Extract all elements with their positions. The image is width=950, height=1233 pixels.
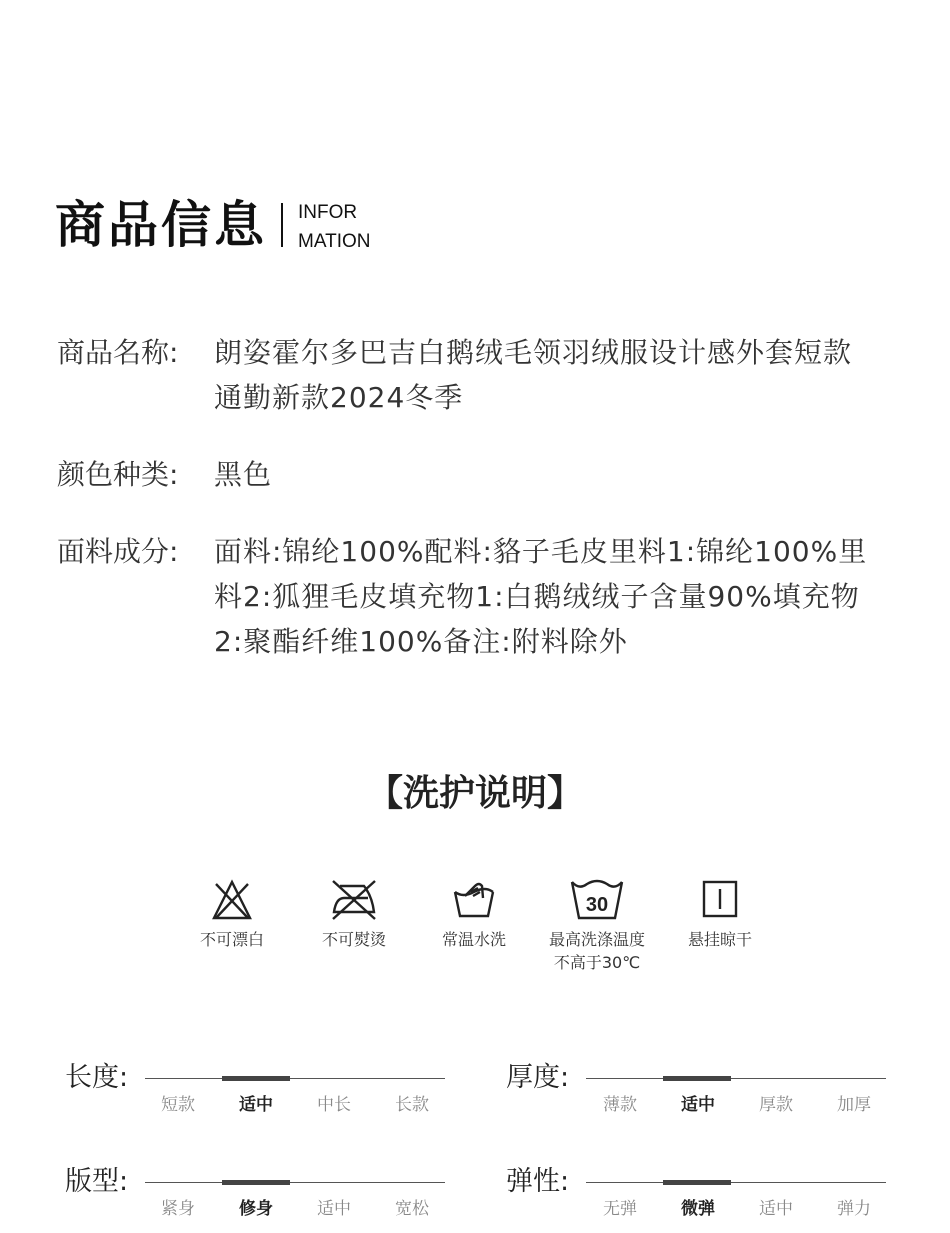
product-name-row — [57, 330, 887, 420]
no-bleach-icon — [210, 878, 254, 922]
scale-option: 长款 — [395, 1095, 429, 1115]
scale-marker-thickness — [663, 1076, 731, 1081]
fabric-row — [57, 529, 887, 664]
scale-option: 宽松 — [395, 1199, 429, 1219]
scale-track-fit — [145, 1182, 445, 1183]
scale-track-elasticity — [586, 1182, 886, 1183]
scale-option: 薄款 — [603, 1095, 637, 1115]
care-item-line-dry — [655, 878, 785, 951]
scale-track-thickness — [586, 1078, 886, 1079]
scale-option: 适中 — [759, 1199, 793, 1219]
scale-label-elasticity: 弹性: — [506, 1166, 570, 1197]
scale-option: 加厚 — [837, 1095, 871, 1115]
care-item-hand-wash — [409, 878, 539, 951]
scale-option: 紧身 — [161, 1199, 195, 1219]
fabric-label: 面料成分: — [57, 535, 179, 568]
scale-option-selected: 适中 — [239, 1095, 273, 1115]
line-dry-icon — [700, 878, 740, 922]
care-label: 悬挂晾干 — [687, 930, 752, 949]
care-label: 不可漂白 — [199, 930, 264, 949]
title-english — [298, 198, 370, 256]
scale-label-fit: 版型: — [65, 1166, 129, 1197]
scale-marker-fit — [222, 1180, 290, 1185]
scale-marker-elasticity — [663, 1180, 731, 1185]
scale-option: 适中 — [317, 1199, 351, 1219]
scale-option-selected: 修身 — [239, 1199, 273, 1219]
title-english-line2: MATION — [298, 231, 371, 252]
scale-option: 无弹 — [603, 1199, 637, 1219]
care-item-wash-30 — [532, 878, 662, 974]
fabric-value: 面料:锦纶100%配料:貉子毛皮里料1:锦纶100%里料2:狐狸毛皮填充物1:白鹅绒绒子含量90%填充物2:聚酯纤维100%备注:附料除外 — [214, 535, 868, 658]
wash-temperature-text: 30 — [585, 894, 609, 916]
scale-option: 弹力 — [837, 1199, 871, 1219]
scale-marker-length — [222, 1076, 290, 1081]
product-name-value: 朗姿霍尔多巴吉白鹅绒毛领羽绒服设计感外套短款通勤新款2024冬季 — [214, 336, 853, 414]
care-title: 【洗护说明】 — [366, 773, 583, 814]
color-value: 黑色 — [214, 458, 273, 491]
scale-options-elasticity — [582, 1197, 892, 1221]
scale-options-fit — [140, 1197, 450, 1221]
scale-label-thickness: 厚度: — [506, 1062, 570, 1093]
no-iron-icon — [330, 878, 378, 922]
scale-label-length: 长度: — [65, 1062, 129, 1093]
care-item-no-bleach — [167, 878, 297, 951]
care-label: 不可熨烫 — [321, 930, 386, 949]
product-name-label: 商品名称: — [57, 336, 179, 369]
scale-option-selected: 微弹 — [681, 1199, 715, 1219]
color-row — [57, 452, 887, 497]
care-label: 常温水洗 — [441, 930, 506, 949]
hand-wash-icon — [451, 878, 497, 922]
page-title: 商品信息 — [55, 196, 267, 254]
scale-options-length — [140, 1093, 450, 1117]
scale-option: 厚款 — [759, 1095, 793, 1115]
scale-option-selected: 适中 — [681, 1095, 715, 1115]
care-label: 最高洗涤温度 不高于30℃ — [548, 930, 645, 972]
wash-30-icon — [569, 878, 625, 922]
title-divider — [281, 203, 283, 247]
care-item-no-iron — [289, 878, 419, 951]
scale-option: 中长 — [317, 1095, 351, 1115]
color-label: 颜色种类: — [57, 458, 179, 491]
scale-option: 短款 — [161, 1095, 195, 1115]
scale-options-thickness — [582, 1093, 892, 1117]
title-english-line1: INFOR — [298, 202, 358, 223]
scale-track-length — [145, 1078, 445, 1079]
